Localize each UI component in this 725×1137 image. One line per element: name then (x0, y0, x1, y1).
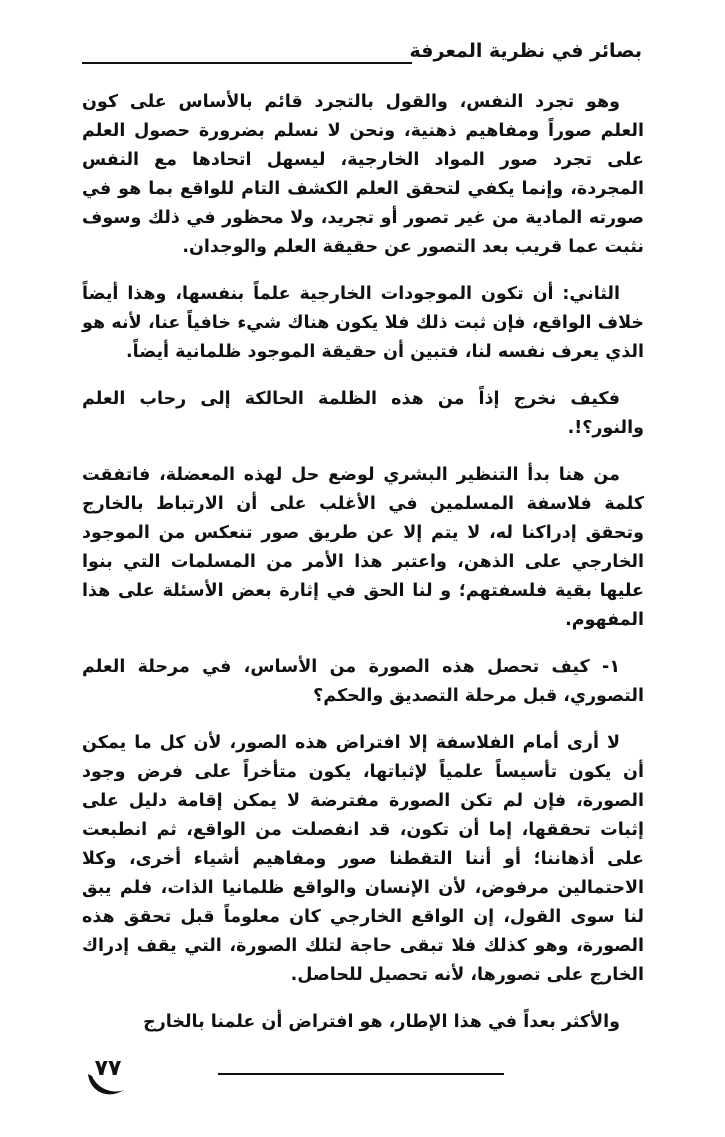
page-number: ٧٧ (94, 1056, 122, 1081)
running-header (82, 36, 642, 70)
paragraph: فكيف نخرج إذاً من هذه الظلمة الحالكة إلى رحاب العلم والنور؟!. (82, 389, 644, 438)
paragraph: الثاني: أن تكون الموجودات الخارجية علماً بنفسها، وهذا أيضاً خلاف الواقع، فإن ثبت ذلك فلا يكون هناك شيء خافياً عنا، لأنه هو الذي يعرف نفسه لنا، فتبين أن حقيقة الموجود ظلمانية أيضاً. (82, 284, 644, 362)
paragraph: وهو تجرد النفس، والقول بالتجرد قائم بالأساس على كون العلم صوراً ومفاهيم ذهنية، ونحن لا نسلم بضرورة حصول العلم على تجرد صور المواد الخارجية، ليسهل اتحادها مع النفس المجردة، وإنما يكفي لتحقق العلم الكشف التام للواقع بما هو في صورته المادية من غير تصور أو تجريد، ولا محظور في ذلك وسوف نثبت عما قريب بعد التصور عن حقيقة العلم والوجدان. (82, 92, 644, 257)
book-title: بصائر في نظرية المعرفة (409, 40, 642, 62)
paragraph: لا أرى أمام الفلاسفة إلا افتراض هذه الصور، لأن كل ما يمكن أن يكون تأسيساً علمياً لإثباتها، يكون متأخراً على فرض وجود الصورة، فإن لم تكن الصورة مفترضة لا يمكن إقامة دليل على إثبات تحققها، إما أن تكون، قد انفصلت من الواقع، ثم انطبعت على أذهاننا؛ أو أننا التقطنا صور ومفاهيم أشياء أخرى، وكلا الاحتمالين مرفوض، لأن الإنسان والواقع ظلمانيا الذات، فلم يبق لنا سوى القول، إن الواقع الخارجي كان معلوماً قبل تحقق هذه الصورة، وهو كذلك فلا تبقى حاجة لتلك الصورة، التي يقف إدراك الخارج على تصورها، لأنه تحصيل للحاصل. (82, 733, 644, 985)
header-rule (82, 62, 412, 64)
footer-rule (218, 1073, 504, 1075)
page-number-badge (82, 1052, 134, 1104)
paragraph: من هنا بدأ التنظير البشري لوضع حل لهذه المعضلة، فاتفقت كلمة فلاسفة المسلمين في الأغلب على أن الارتباط بالخارج وتحقق إدراكنا له، لا يتم إلا عن طريق صور تنعكس من الموجود الخارجي على الذهن، واعتبر هذا الأمر من المسلمات التي بنوا عليها بقية فلسفتهم؛ و لنا الحق في إثارة بعض الأسئلة على هذا المفهوم. (82, 465, 644, 630)
page-body (82, 88, 644, 1055)
paragraph: والأكثر بعداً في هذا الإطار، هو افتراض أن علمنا بالخارج (143, 1012, 620, 1032)
paragraph: ١- كيف تحصل هذه الصورة من الأساس، في مرحلة العلم التصوري، قبل مرحلة التصديق والحكم؟ (82, 657, 644, 706)
